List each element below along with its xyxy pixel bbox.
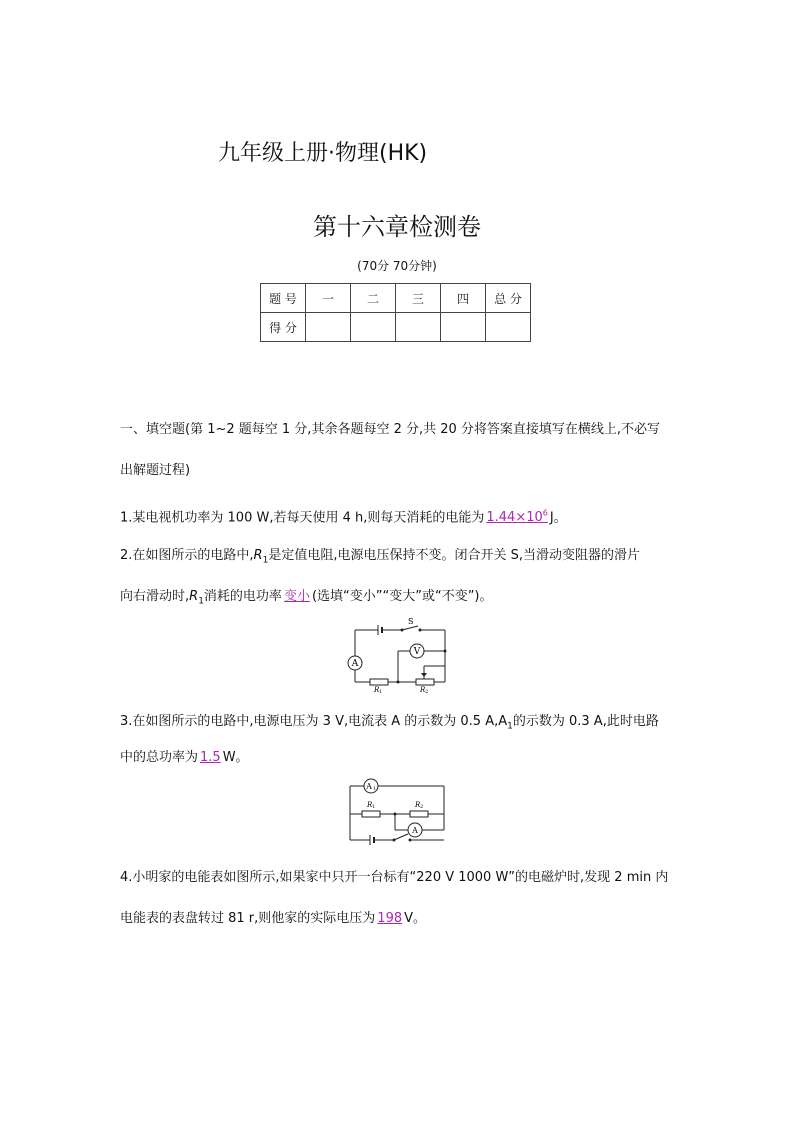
r1-label: R: [374, 686, 380, 694]
table-cell: 得 分: [261, 313, 306, 342]
circuit-figure-1: [340, 616, 452, 694]
table-cell: 题 号: [261, 284, 306, 313]
question-4-line1: 4.小明家的电能表如图所示,如果家中只开一台标有“220 V 1000 W”的电磁炉时,发现 2 min 内: [120, 870, 669, 885]
q3-answer: 1.5: [200, 750, 221, 765]
circuit-figure-2: [340, 776, 452, 848]
question-4-line2: 电能表的表盘转过 81 r,则他家的实际电压为 198 V。: [120, 911, 427, 926]
r2-label: R: [415, 801, 421, 809]
question-2-line1: 2.在如图所示的电路中$,R_1$是定值电阻,电源电压保持不变。闭合开关 S,当滑动变阻器的滑片: [120, 548, 640, 566]
section-instructions-line1: 一、填空题(第 1~2 题每空 1 分,其余各题每空 2 分,共 20 分将答案直接填写在横线上,不必写: [120, 422, 661, 437]
q4-answer: 198: [377, 911, 403, 926]
section-instructions-line2: 出解题过程): [120, 463, 191, 478]
ammeter-label: A: [351, 659, 359, 669]
q1-answer: $1.44\times 10^6$: [486, 509, 548, 526]
question-1: [120, 504, 680, 528]
table-cell: 三: [396, 284, 441, 313]
a-label: A: [412, 826, 418, 835]
voltmeter-label: V: [413, 647, 421, 657]
score-table: [260, 283, 531, 342]
table-cell: 一: [306, 284, 351, 313]
score-input-cell[interactable]: [396, 313, 441, 342]
r1-subscript: 1: [379, 689, 383, 694]
score-input-cell[interactable]: [351, 313, 396, 342]
question-3-line2: 中的总功率为 1.5 W。: [120, 750, 249, 765]
r2-label: R: [420, 686, 426, 694]
switch-label: S: [408, 617, 414, 626]
score-input-cell[interactable]: [306, 313, 351, 342]
r2-subscript: 2: [425, 689, 429, 694]
question-3-line1: 3.在如图所示的电路中,电源电压为 3 V,电流表 A 的示数为 0.5 $A,A_1$的示数为 0.3 A,此时电路: [120, 714, 659, 732]
table-cell: 总 分: [486, 284, 531, 313]
q1-text: 1.某电视机功率为 100 W,若每天使用 4 h,则每天消耗的电能为: [120, 510, 485, 526]
q2-answer: 变小: [283, 589, 310, 604]
score-table-score-row: [261, 313, 531, 342]
table-cell: 四: [441, 284, 486, 313]
r1-subscript: 1: [372, 804, 376, 810]
score-input-cell[interactable]: [441, 313, 486, 342]
q1-unit: J。: [549, 510, 567, 526]
exam-info: (70分 70分钟): [357, 259, 437, 273]
question-2-line2: 向右滑动时$,R_1$消耗的电功率 变小 (选填“变小”“变大”或“不变”)。: [120, 589, 493, 607]
page-title: 第十六章检测卷: [313, 213, 481, 241]
table-cell: 二: [351, 284, 396, 313]
a1-label: A: [366, 782, 372, 791]
score-table-header-row: [261, 284, 531, 313]
header-title: 九年级上册·物理(HK): [218, 141, 428, 166]
r2-subscript: 2: [420, 804, 424, 810]
r1-label: R: [367, 801, 373, 809]
a1-subscript: 1: [373, 786, 377, 792]
score-input-cell[interactable]: [486, 313, 531, 342]
